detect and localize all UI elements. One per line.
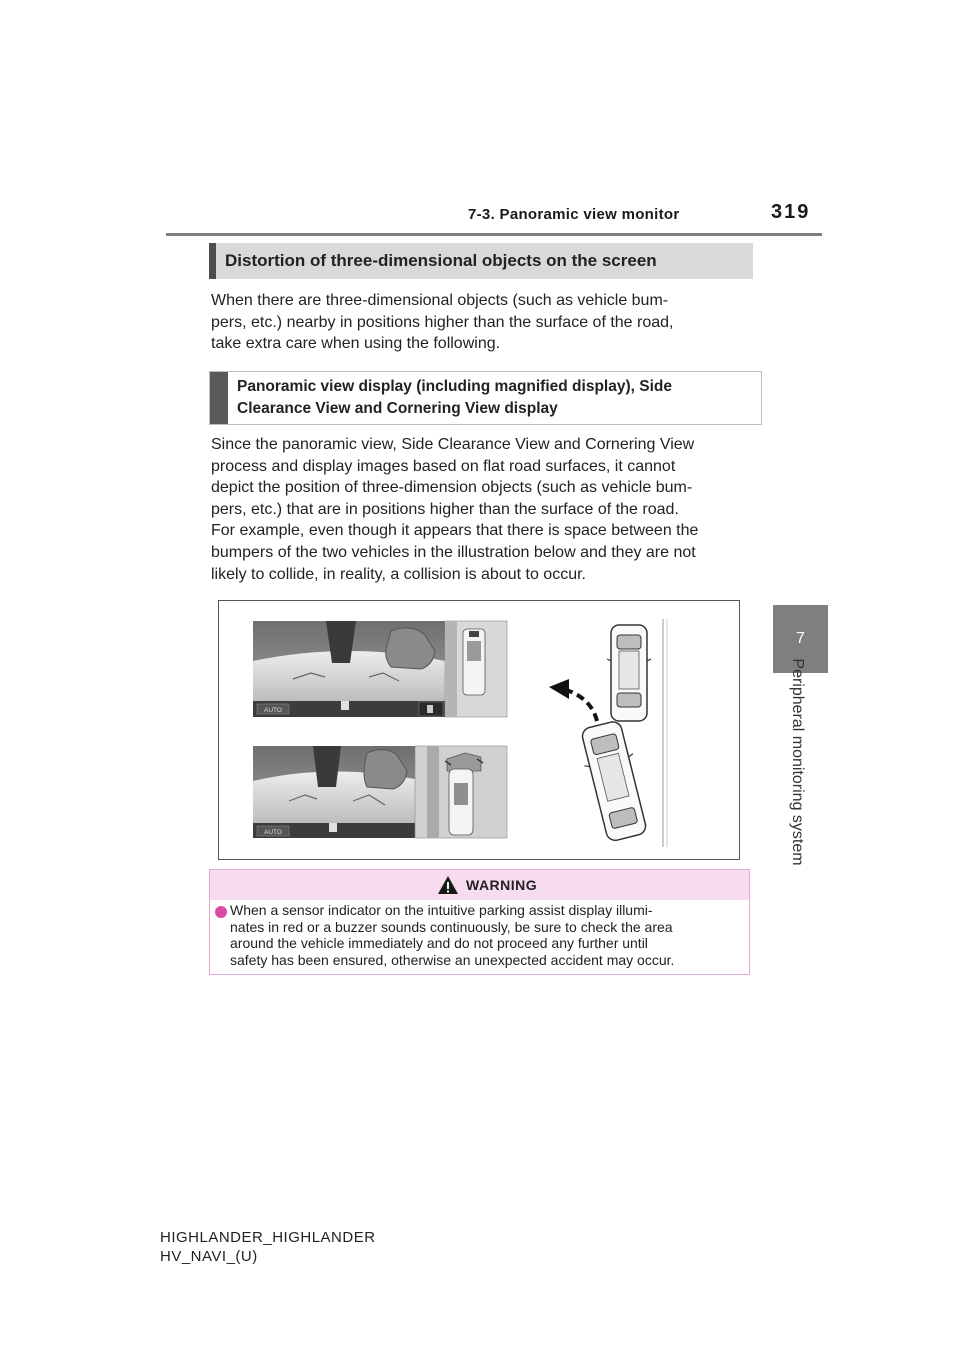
subheading-text	[237, 376, 672, 420]
body-line: Since the panoramic view, Side Clearance View and Cornering View	[211, 436, 695, 453]
warning-line: safety has been ensured, otherwise an unexpected accident may occur.	[230, 951, 675, 968]
warning-triangle-icon	[437, 875, 459, 895]
warning-header	[210, 870, 749, 900]
section-heading	[209, 243, 753, 279]
subheading-line: Panoramic view display (including magnified display), Side	[237, 378, 672, 395]
section-heading-text: Distortion of three-dimensional objects on the screen	[225, 251, 657, 270]
heading-bar	[209, 243, 216, 279]
car-icon	[329, 823, 337, 832]
section-title: 7-3. Panoramic view monitor	[468, 206, 680, 223]
top-camera-view	[253, 621, 445, 717]
body-line: process and display images based on flat road surfaces, it cannot	[211, 457, 676, 475]
subheading-bar	[210, 372, 228, 424]
warning-label: WARNING	[466, 877, 538, 893]
bottom-camera-view	[253, 746, 415, 838]
body-line: For example, even though it appears that there is space between the	[211, 522, 699, 540]
footer-model-code	[160, 1228, 376, 1266]
page-number: 319	[771, 201, 811, 223]
bottom-cornering-view	[415, 746, 507, 838]
turning-vehicle	[576, 719, 653, 844]
warning-line: When a sensor indicator on the intuitive parking assist display illumi-	[230, 902, 653, 918]
footer-line: HV_NAVI_(U)	[160, 1248, 258, 1265]
parking-illustration	[219, 601, 739, 859]
chapter-title-vertical: Peripheral monitoring system	[789, 658, 806, 866]
intro-line: take extra care when using the following.	[211, 335, 501, 353]
bullet-icon	[215, 906, 227, 918]
body-line: bumpers of the two vehicles in the illustration below and they are not	[211, 543, 696, 561]
top-side-view	[445, 621, 507, 717]
parked-vehicle	[607, 625, 651, 721]
subheading	[209, 371, 762, 425]
auto-label: AUTO	[264, 829, 282, 836]
intro-line: When there are three-dimensional objects (such as vehicle bum-	[211, 292, 669, 309]
turning-arrow	[549, 679, 597, 721]
warning-box	[209, 869, 750, 975]
intro-line: pers, etc.) nearby in positions higher than the surface of the road,	[211, 313, 674, 331]
footer-line: HIGHLANDER_HIGHLANDER	[160, 1229, 376, 1246]
warning-line: around the vehicle immediately and do not proceed any further until	[230, 935, 648, 951]
illustration-frame	[218, 600, 740, 860]
body-line: likely to collide, in reality, a collision is about to occur.	[211, 565, 586, 583]
car-icon	[341, 701, 349, 710]
body-line: pers, etc.) that are in positions higher than the surface of the road.	[211, 500, 679, 518]
intro-paragraph	[211, 290, 741, 355]
body-line: depict the position of three-dimension objects (such as vehicle bum-	[211, 479, 693, 497]
warning-body	[210, 900, 749, 974]
chapter-tab[interactable]: 7	[773, 605, 828, 673]
subheading-line: Clearance View and Cornering View display	[237, 400, 558, 417]
header-rule	[166, 233, 822, 236]
body-paragraph	[211, 434, 751, 585]
warning-line: nates in red or a buzzer sounds continuously, be sure to check the area	[230, 918, 673, 935]
auto-label: AUTO	[264, 707, 282, 714]
warning-text	[230, 902, 750, 968]
